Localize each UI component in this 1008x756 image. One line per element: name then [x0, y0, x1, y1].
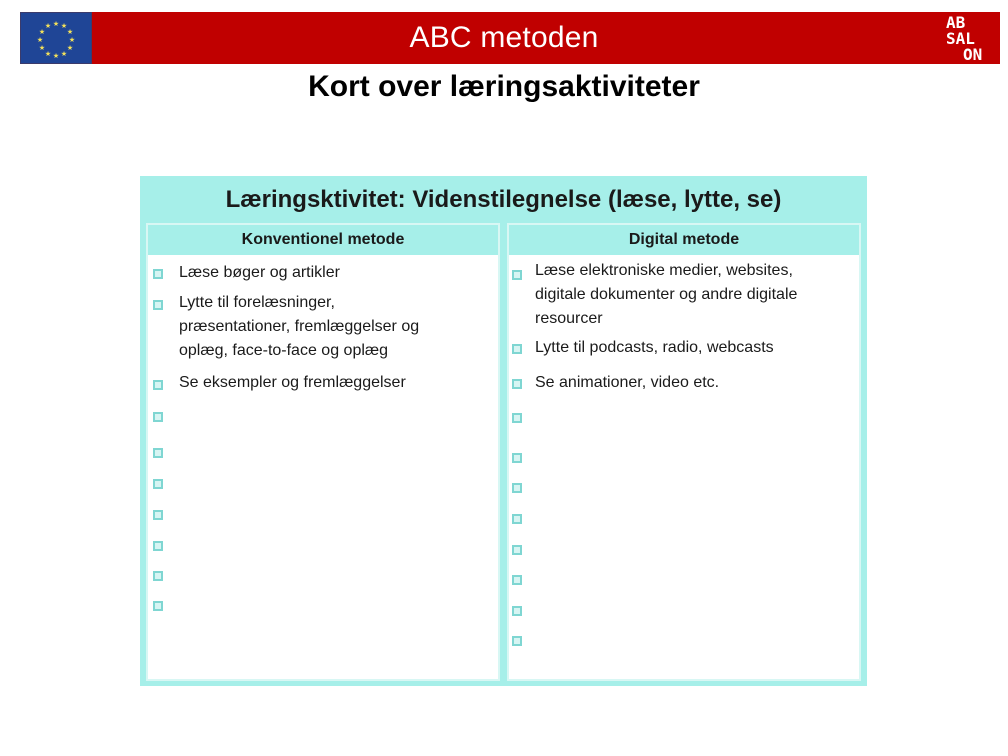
empty-bullet-icon	[153, 541, 163, 551]
list-item: Se eksempler og fremlæggelser	[179, 374, 406, 391]
absalon-logo	[940, 14, 998, 62]
svg-text:★: ★	[66, 28, 74, 36]
svg-text:★: ★	[44, 22, 52, 30]
list-item-line: oplæg, face-to-face og oplæg	[179, 342, 389, 359]
svg-text:★: ★	[66, 44, 74, 52]
empty-bullet-icon	[153, 571, 163, 581]
page-subtitle: Kort over læringsaktiviteter	[308, 70, 700, 103]
list-item: Lytte til podcasts, radio, webcasts	[535, 339, 774, 356]
list-item: Se animationer, video etc.	[535, 374, 720, 391]
bullet-icon	[153, 380, 163, 390]
empty-bullet-icon	[153, 479, 163, 489]
column-body-digital	[509, 255, 859, 679]
empty-bullet-icon	[153, 412, 163, 422]
page-title: ABC metoden	[409, 21, 599, 54]
column-header-digital: Digital metode	[509, 225, 859, 255]
bullet-icon	[512, 270, 522, 280]
list-item: Læse bøger og artikler	[179, 264, 340, 281]
svg-text:★: ★	[52, 20, 60, 28]
empty-bullet-icon	[512, 483, 522, 493]
empty-bullet-icon	[512, 575, 522, 585]
list-item	[535, 259, 797, 331]
svg-text:★: ★	[60, 50, 68, 58]
bullet-icon	[153, 300, 163, 310]
empty-bullet-icon	[512, 636, 522, 646]
logo-line-2: SAL	[946, 29, 975, 48]
empty-bullet-icon	[512, 606, 522, 616]
bullet-icon	[512, 379, 522, 389]
svg-text:★: ★	[68, 36, 76, 44]
column-digital	[507, 223, 861, 681]
empty-bullet-icon	[512, 413, 522, 423]
column-conventional	[146, 223, 500, 681]
list-item-line: præsentationer, fremlæggelser og	[179, 318, 420, 335]
svg-text:★: ★	[38, 28, 46, 36]
svg-text:★: ★	[52, 52, 60, 60]
svg-text:★: ★	[38, 44, 46, 52]
empty-bullet-icon	[153, 510, 163, 520]
list-item	[179, 291, 419, 363]
column-header-conventional: Konventionel metode	[148, 225, 498, 255]
logo-line-1: AB	[946, 14, 966, 32]
column-body-conventional	[148, 255, 498, 679]
empty-bullet-icon	[153, 448, 163, 458]
svg-text:★: ★	[36, 36, 44, 44]
empty-bullet-icon	[512, 453, 522, 463]
list-item-line: Læse elektroniske medier, websites,	[535, 262, 793, 279]
svg-text:★: ★	[60, 22, 68, 30]
list-item-line: digitale dokumenter og andre digitale	[535, 286, 798, 303]
svg-text:★: ★	[44, 50, 52, 58]
empty-bullet-icon	[512, 514, 522, 524]
list-item-line: Lytte til forelæsninger,	[179, 294, 335, 311]
activity-card	[140, 176, 867, 686]
empty-bullet-icon	[512, 545, 522, 555]
empty-bullet-icon	[153, 601, 163, 611]
list-item-line: resourcer	[535, 310, 603, 327]
card-title: Læringsktivitet: Videnstilegnelse (læse, lytte, se)	[225, 186, 782, 213]
logo-line-3: ON	[963, 45, 983, 62]
bullet-icon	[153, 269, 163, 279]
bullet-icon	[512, 344, 522, 354]
